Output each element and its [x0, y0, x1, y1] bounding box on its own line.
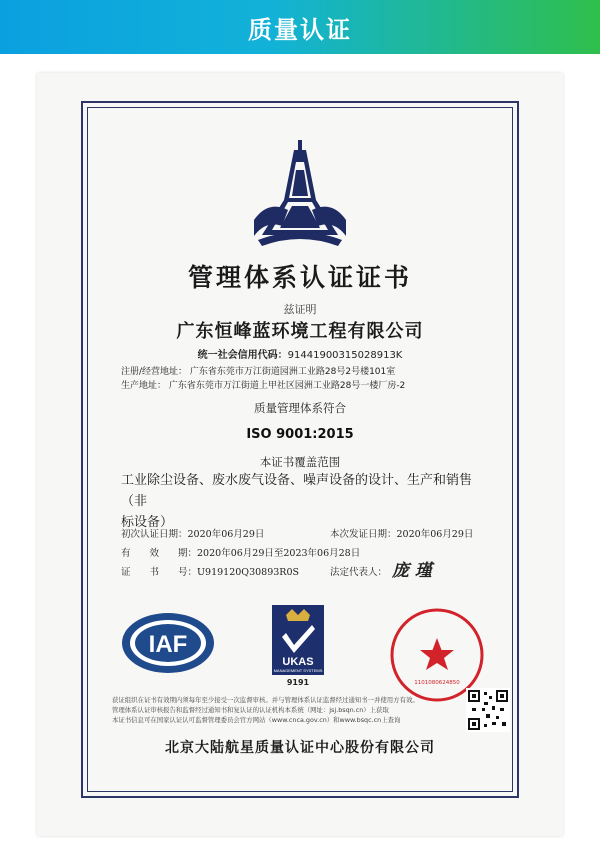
- ukas-code: 9191: [286, 678, 310, 687]
- seal-code: 1101080624850: [414, 680, 460, 686]
- this-issue-date: [330, 526, 473, 540]
- legal-representative-signature: 庞 瑾: [392, 561, 432, 581]
- conformity-statement: 质量管理体系符合: [254, 401, 346, 415]
- first-issue-date: [121, 526, 264, 540]
- header-title: 质量认证: [248, 15, 352, 44]
- qr-code: [466, 688, 510, 732]
- iaf-logo: [118, 610, 218, 676]
- company-name: 广东恒峰蓝环境工程有限公司: [176, 321, 424, 342]
- certificate-number: [121, 564, 299, 578]
- fine-print-line-1: 获证组织在证书有效期内须每年至少接受一次监督审核。并与管理体系认证监督经过通知书一并使用方有效。: [112, 696, 419, 704]
- this-issue-value: 2020年06月29日: [396, 529, 474, 540]
- ukas-logo-text: UKAS: [282, 656, 314, 668]
- ukas-logo: [268, 603, 328, 677]
- validity-value: 2020年06月29日至2023年06月28日: [197, 548, 361, 559]
- production-address: 生产地址： 广东省东莞市万江街道上甲社区园洲工业路28号一楼厂房-2: [121, 381, 406, 391]
- validity-label: 有 效 期：: [121, 548, 198, 559]
- iso-standard: ISO 9001:2015: [246, 427, 354, 442]
- fine-print-line-2: 管理体系认证审核报告和监督经过通知书和复认证的认证机构本系统（网址：jsj.bsqn.cn）上获取: [112, 706, 389, 714]
- scope-title: 本证书覆盖范围: [259, 455, 341, 469]
- first-issue-label: 初次认证日期：: [121, 529, 188, 540]
- registered-address: 注册/经营地址： 广东省东莞市万江街道园洲工业路28号2号楼101室: [121, 367, 396, 377]
- certificate-title: 管理体系认证证书: [187, 263, 412, 292]
- this-issue-label: 本次发证日期：: [330, 529, 397, 540]
- tower-emblem: [248, 140, 352, 250]
- first-issue-value: 2020年06月29日: [187, 529, 265, 540]
- scope-text: [121, 470, 491, 533]
- cert-no-label: 证 书 号：: [121, 567, 198, 578]
- scope-line-2: 标设备）: [121, 515, 174, 530]
- credit-code-label: 统一社会信用代码：: [197, 350, 288, 361]
- scope-line-1: 工业除尘设备、废水废气设备、噪声设备的设计、生产和销售（非: [121, 473, 473, 509]
- credit-code-value: 91441900315028913K: [287, 350, 403, 361]
- validity-period: [121, 545, 360, 559]
- fine-print-line-3: 本证书信息可在国家认证认可监督管理委员会官方网站（www.cnca.gov.cn）和www.bsqc.cn上查询: [112, 716, 401, 724]
- credit-code-row: [87, 346, 513, 361]
- cert-no-value: U919120Q30893R0S: [197, 567, 300, 578]
- hereby-certify: 兹证明: [283, 303, 317, 316]
- legal-representative-label: 法定代表人：: [330, 567, 388, 578]
- issuing-body: 北京大陆航星质量认证中心股份有限公司: [165, 740, 435, 756]
- ukas-logo-subtext: MANAGEMENT SYSTEMS: [273, 668, 323, 673]
- page-header: [0, 0, 600, 54]
- iaf-logo-text: IAF: [148, 631, 188, 658]
